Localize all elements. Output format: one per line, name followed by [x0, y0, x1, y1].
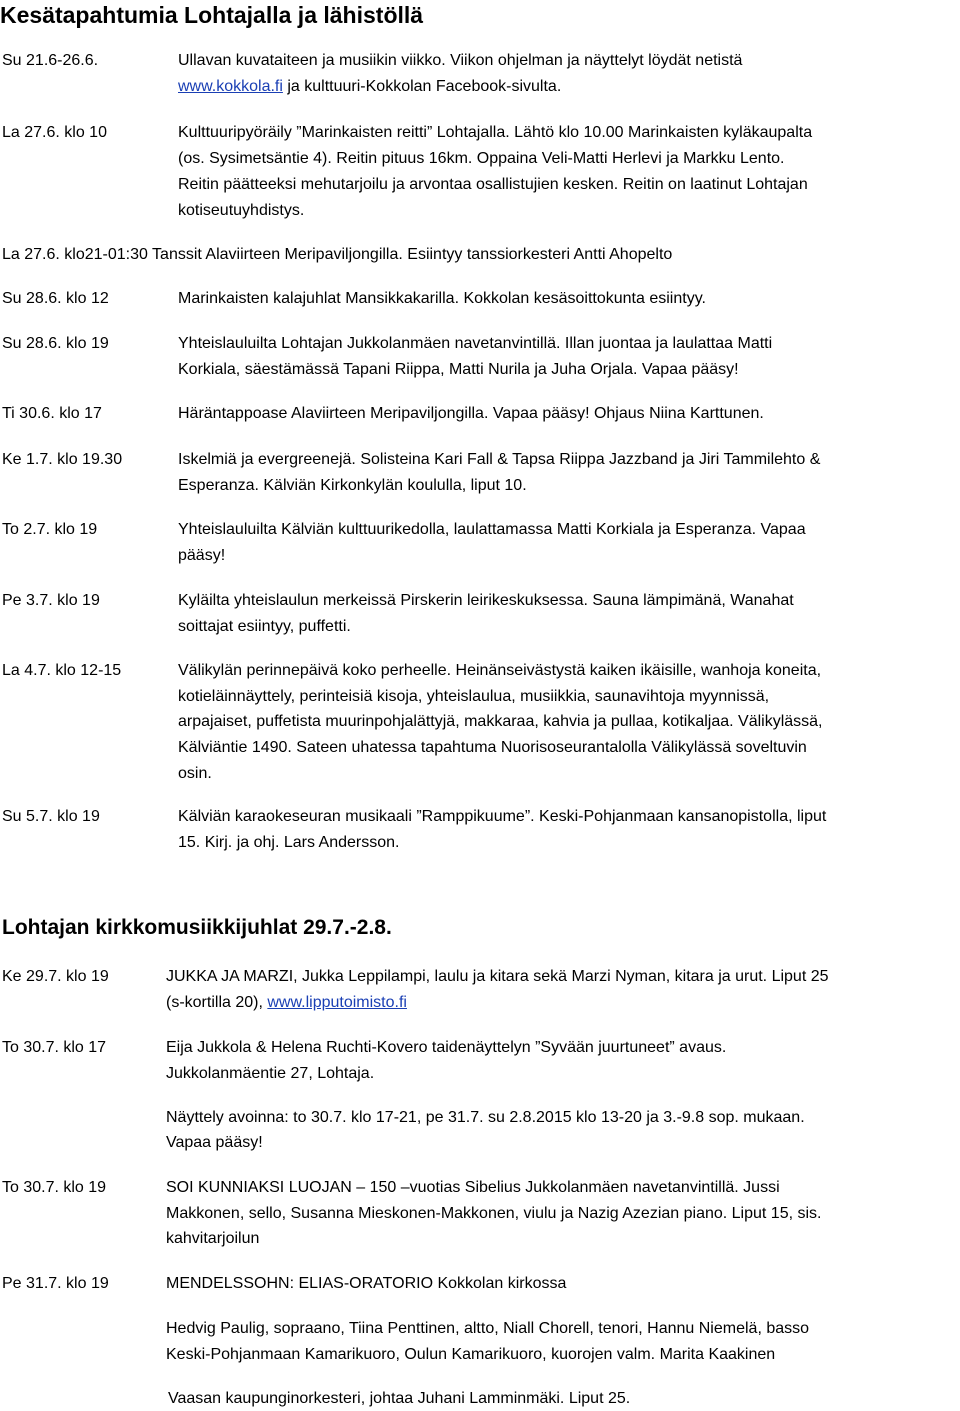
event-date: Ke 1.7. klo 19.30: [2, 451, 123, 468]
event-text-line: soittajat esiintyy, puffetti.: [178, 618, 351, 635]
event-text-line: Marinkaisten kalajuhlat Mansikkakarilla. Kokkolan kesäsoittokunta esiintyy.: [178, 290, 706, 307]
event-text-line: Esperanza. Kälviän Kirkonkylän koululla, liput 10.: [178, 477, 527, 494]
event-date: To 2.7. klo 19: [2, 521, 98, 538]
event-text-line: Keski-Pohjanmaan Kamarikuoro, Oulun Kamarikuoro, kuorojen valm. Marita Kaakinen: [166, 1346, 776, 1363]
event-text-line: osin.: [178, 765, 212, 782]
event-text-line: Kälviäntie 1490. Sateen uhatessa tapahtuma Nuorisoseurantalolla Välikylässä soveltuvin: [178, 739, 807, 756]
event-text-line: Kulttuuripyöräily ”Marinkaisten reitti” Lohtajalla. Lähtö klo 10.00 Marinkaisten kyläkaupalta: [178, 124, 813, 141]
event-text-line: Näyttely avoinna: to 30.7. klo 17-21, pe 31.7. su 2.8.2015 klo 13-20 ja 3.-9.8 sop. mukaan.: [166, 1109, 805, 1126]
event-text-line: [178, 78, 561, 96]
event-text-line: Kälviän karaokeseuran musikaali ”Ramppikuume”. Keski-Pohjanmaan kansanopistolla, liput: [178, 808, 827, 825]
event-text-line: MENDELSSOHN: ELIAS-ORATORIO Kokkolan kirkossa: [166, 1275, 567, 1292]
event-text-line: Yhteislauluilta Lohtajan Jukkolanmäen navetanvintillä. Illan juontaa ja laulattaa Matti: [178, 335, 773, 352]
event-date: La 4.7. klo 12-15: [2, 662, 122, 679]
event-date: Su 5.7. klo 19: [2, 808, 100, 825]
event-text-line: 15. Kirj. ja ohj. Lars Andersson.: [178, 834, 400, 851]
event-text-line: Korkiala, säestämässä Tapani Riippa, Matti Nurila ja Juha Orjala. Vapaa pääsy!: [178, 361, 739, 378]
event-text-line: (os. Sysimetsäntie 4). Reitin pituus 16km. Oppaina Veli-Matti Herlevi ja Markku Lento.: [178, 150, 785, 167]
event-text-line: Jukkolanmäentie 27, Lohtaja.: [166, 1065, 375, 1082]
event-text-line: kotieläinnäyttely, perinteisiä kisoja, yhteislaulua, musiikkia, saunavihtoja myynnissä,: [178, 688, 770, 705]
page-title: Kesätapahtumia Lohtajalla ja lähistöllä: [0, 2, 424, 28]
event-text-line: Reitin päätteeksi mehutarjoilu ja arvontaa osallistujien kesken. Reitin on laatinut Lohtajan: [178, 176, 808, 193]
event-text-line: Vaasan kaupunginorkesteri, johtaa Juhani Lamminmäki. Liput 25.: [168, 1390, 631, 1407]
event-text-line: Makkonen, sello, Susanna Mieskonen-Makkonen, viulu ja Nazig Azezian piano. Liput 15, sis.: [166, 1205, 822, 1222]
event-text-line: Iskelmiä ja evergreenejä. Solisteina Kari Fall & Tapsa Riippa Jazzband ja Jiri Tammilehto &: [178, 451, 821, 468]
event-date: Su 28.6. klo 12: [2, 290, 109, 307]
event-date: Pe 3.7. klo 19: [2, 592, 100, 609]
event-text-line: arpajaiset, puffetista muurinpohjalättyjä, makkaraa, kahvia ja pullaa, kotikaljaa. Välikylässä,: [178, 713, 823, 730]
event-text-line: Häräntappoase Alaviirteen Meripaviljongilla. Vapaa pääsy! Ohjaus Niina Karttunen.: [178, 405, 764, 422]
event-text-line: JUKKA JA MARZI, Jukka Leppilampi, laulu ja kitara sekä Marzi Nyman, kitara ja urut. Liput 25: [166, 968, 829, 985]
event-text-line: [166, 994, 407, 1012]
event-text-line: SOI KUNNIAKSI LUOJAN – 150 –vuotias Sibelius Jukkolanmäen navetanvintillä. Jussi: [166, 1179, 780, 1196]
event-text-line: Välikylän perinnepäivä koko perheelle. Heinänseivästystä kaiken ikäisille, wanhoja koneita,: [178, 662, 822, 679]
lipputoimisto-link[interactable]: www.lipputoimisto.fi: [267, 994, 407, 1011]
section-title: Lohtajan kirkkomusiikkijuhlat 29.7.-2.8.: [2, 916, 392, 939]
event-date: Su 28.6. klo 19: [2, 335, 109, 352]
event-date: To 30.7. klo 17: [2, 1039, 107, 1056]
event-inline-line: La 27.6. klo21-01:30 Tanssit Alaviirteen Meripaviljongilla. Esiintyy tanssiorkesteri Antti Ahopelto: [2, 246, 673, 263]
event-text-fragment: ja kulttuuri-Kokkolan Facebook-sivulta.: [282, 78, 562, 95]
event-text-line: pääsy!: [178, 547, 226, 564]
event-text-line: Ullavan kuvataiteen ja musiikin viikko. Viikon ohjelman ja näyttelyt löydät netistä: [178, 52, 743, 69]
event-text-line: kahvitarjoilun: [166, 1230, 260, 1247]
event-date: To 30.7. klo 19: [2, 1179, 107, 1196]
event-text-fragment: (s-kortilla 20),: [166, 994, 268, 1011]
event-date: Pe 31.7. klo 19: [2, 1275, 109, 1292]
event-date: Ti 30.6. klo 17: [2, 405, 102, 422]
event-date: Su 21.6-26.6.: [2, 52, 99, 69]
event-date: La 27.6. klo 10: [2, 124, 107, 141]
event-text-line: kotiseutuyhdistys.: [178, 202, 305, 219]
event-text-line: Hedvig Paulig, sopraano, Tiina Penttinen, altto, Niall Chorell, tenori, Hannu Niemelä, basso: [166, 1320, 810, 1337]
event-text-line: Vapaa pääsy!: [166, 1134, 263, 1151]
event-text-line: Eija Jukkola & Helena Ruchti-Kovero taidenäyttelyn ”Syvään juurtuneet” avaus.: [166, 1039, 727, 1056]
event-date: Ke 29.7. klo 19: [2, 968, 109, 985]
event-text-line: Kyläilta yhteislaulun merkeissä Pirskerin leirikeskuksessa. Sauna lämpimänä, Wanahat: [178, 592, 794, 609]
event-text-line: Yhteislauluilta Kälviän kulttuurikedolla, laulattamassa Matti Korkiala ja Esperanza. Vapaa: [178, 521, 806, 538]
kokkola-link[interactable]: www.kokkola.fi: [178, 78, 283, 95]
